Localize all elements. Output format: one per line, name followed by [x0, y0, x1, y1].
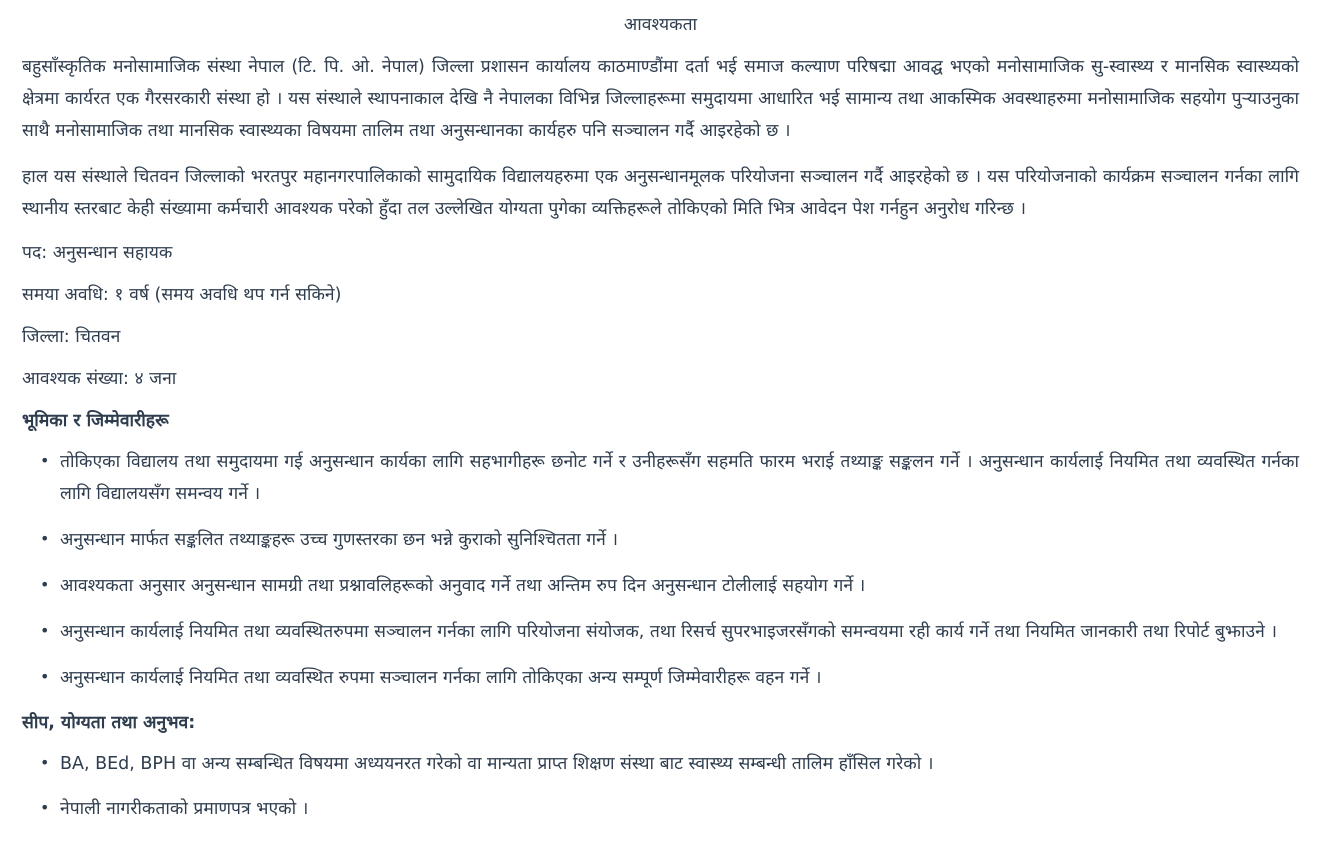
list-item: • तोकिएका विद्यालय तथा समुदायमा गई अनुसन्धान कार्यका लागि सहभागीहरू छनोट गर्ने र उनीहरूसँग सहमति फारम भराई तथ्याङ्क सङ्कलन गर्ने । अनुसन्धान कार्यलाई नियमित तथा व्यवस्थित गर्नका लागि विद्यालयसँग समन्वय गर्ने ।: [58, 447, 1299, 511]
field-district: [22, 323, 1299, 351]
field-position: [22, 239, 1299, 267]
field-duration-label: समया अवधि:: [22, 285, 109, 306]
list-item: • आवश्यकता अनुसार अनुसन्धान सामग्री तथा प्रश्नावलिहरूको अनुवाद गर्ने तथा अन्तिम रुप दिन अनुसन्धान टोलीलाई सहयोग गर्ने ।: [58, 571, 1299, 603]
field-district-label: जिल्ला:: [22, 327, 70, 348]
page-title: आवश्यकता: [623, 15, 698, 35]
list-item: • अनुसन्धान मार्फत सङ्कलित तथ्याङ्कहरू उच्च गुणस्तरका छन भन्ने कुराको सुनिश्चितता गर्ने ।: [58, 525, 1299, 557]
field-vacancy-count-value: ४ जना: [134, 369, 177, 390]
section-heading-skills-qualifications-experience: सीप, योग्यता तथा अनुभव:: [22, 712, 196, 733]
field-vacancy-count-label: आवश्यक संख्या:: [22, 369, 129, 390]
field-vacancy-count: [22, 365, 1299, 393]
list-item: • अनुसन्धान कार्यलाई नियमित तथा व्यवस्थितरुपमा सञ्चालन गर्नका लागि परियोजना संयोजक, तथा रिसर्च सुपरभाइजरसँगको समन्वयमा रही कार्य गर्ने तथा नियमित जानकारी तथा रिपोर्ट बुझाउने ।: [58, 617, 1299, 649]
field-position-value: अनुसन्धान सहायक: [52, 243, 173, 264]
intro-paragraph-2: हाल यस संस्थाले चितवन जिल्लाको भरतपुर महानगरपालिकाको सामुदायिक विद्यालयहरुमा एक अनुसन्धानमूलक परियोजना सञ्चालन गर्दै आइरहेको छ । यस परियोजनाको कार्यक्रम सञ्चालन गर्नका लागि स्थानीय स्तरबाट केही संख्यामा कर्मचारी आवश्यक परेको हुँदा तल उल्लेखित योग्यता पुगेका व्यक्तिहरूले तोकिएको मिति भित्र आवेदन पेश गर्नहुन अनुरोध गरिन्छ ।: [22, 166, 1299, 219]
field-duration-value: १ वर्ष (समय अवधि थप गर्न सकिने): [114, 285, 342, 306]
field-district-value: चितवन: [75, 327, 121, 348]
list-item: • BA, BEd, BPH वा अन्य सम्बन्धित विषयमा अध्ययनरत गरेको वा मान्यता प्राप्त शिक्षण संस्था बाट स्वास्थ्य सम्बन्धी तालिम हाँसिल गरेको ।: [58, 749, 1299, 781]
list-item: • अनुसन्धान कार्यलाई नियमित तथा व्यवस्थित रुपमा सञ्चालन गर्नका लागि तोकिएका अन्य सम्पूर्ण जिम्मेवारीहरू वहन गर्ने ।: [58, 663, 1299, 695]
field-duration: [22, 281, 1299, 309]
field-position-label: पद:: [22, 243, 48, 264]
intro-paragraph-1: बहुसाँस्कृतिक मनोसामाजिक संस्था नेपाल (टि. पि. ओ. नेपाल) जिल्ला प्रशासन कार्यालय काठमाण्डौंमा दर्ता भई समाज कल्याण परिषद्मा आवद्घ भएको मनोसामाजिक सु-स्वास्थ्य र मानसिक स्वास्थ्यको क्षेत्रमा कार्यरत एक गैरसरकारी संस्था हो । यस संस्थाले स्थापनाकाल देखि नै नेपालका विभिन्न जिल्लाहरूमा समुदायमा आधारित भई सामान्य तथा आकस्मिक अवस्थाहरुमा मनोसामाजिक सहयोग पुर्‍याउनुका साथै मनोसामाजिक तथा मानसिक स्वास्थ्यका विषयमा तालिम तथा अनुसन्धानका कार्यहरु पनि सञ्चालन गर्दै आइरहेको छ ।: [22, 57, 1299, 141]
roles-responsibilities-list: [22, 447, 1299, 694]
section-heading-roles-responsibilities: भूमिका र जिम्मेवारीहरू: [22, 411, 169, 432]
list-item: • नेपाली नागरीकताको प्रमाणपत्र भएको ।: [58, 794, 1299, 826]
